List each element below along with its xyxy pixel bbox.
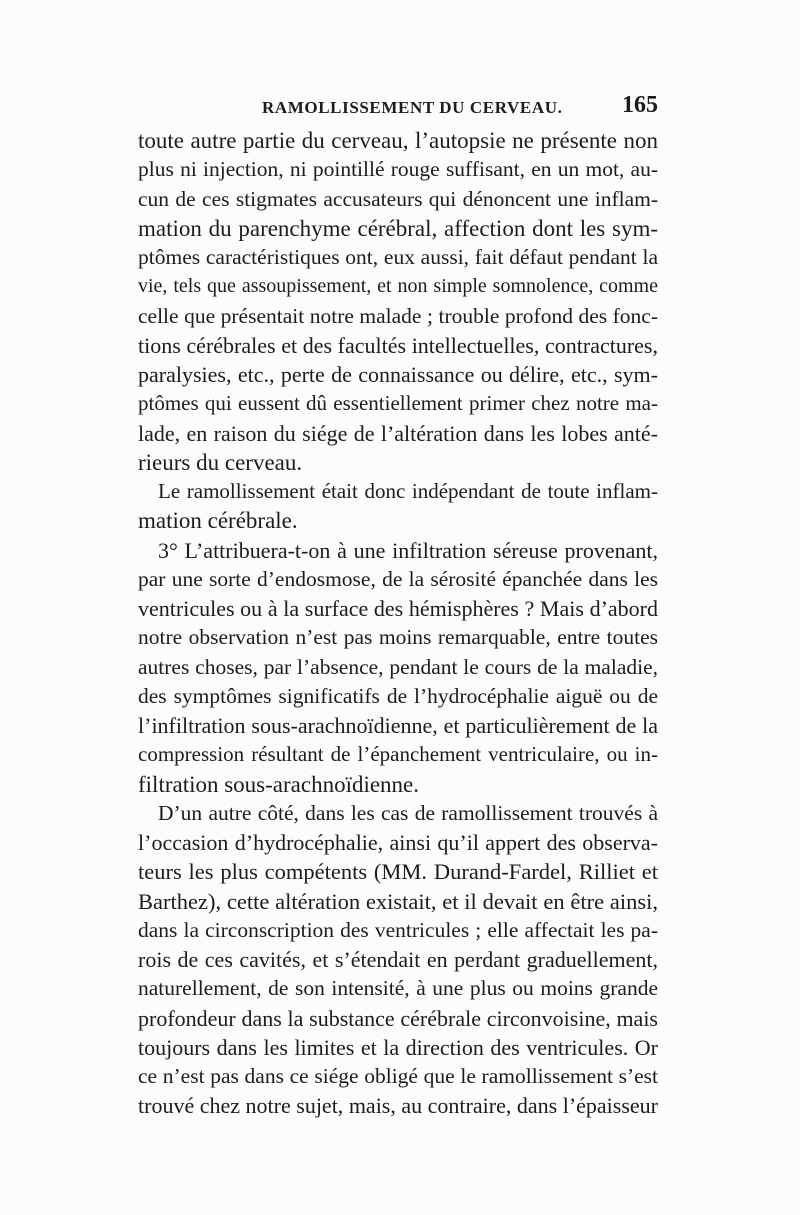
text-line: l’infiltration sous-arachnoïdienne, et particulièrement de la [138,713,658,738]
text-line: trouvé chez notre sujet, mais, au contraire, dans l’épaisseur [138,1093,658,1119]
text-line: toujours dans les limites et la direction des ventricules. Or [138,1034,658,1060]
text-line: ptômes qui eussent dû essentiellement primer chez notre ma- [138,391,658,416]
text-line: teurs les plus compétents (MM. Durand-Fardel, Rilliet et [138,859,658,885]
text-line: dans la circonscription des ventricules ; elle affectait les pa- [138,917,658,942]
text-line: par une sorte d’endosmose, de la sérosité épanchée dans les [138,566,658,591]
text-line: paralysies, etc., perte de connaissance ou délire, etc., sym- [138,362,658,387]
text-line: filtration sous-arachnoïdienne. [138,771,420,797]
text-line: D’un autre côté, dans les cas de ramollissement trouvés à [158,800,658,825]
text-line: mation cérébrale. [138,508,298,534]
text-line: notre observation n’est pas moins remarquable, entre toutes [138,625,658,650]
text-line: l’occasion d’hydrocéphalie, ainsi qu’il appert des observa- [138,830,658,855]
text-line: cun de ces stigmates accusateurs qui dénoncent une inflam- [138,186,658,211]
page-number: 165 [622,92,658,118]
text-line: Le ramollissement était donc indépendant de toute inflam- [158,479,658,503]
page-header [262,92,658,122]
text-line: tions cérébrales et des facultés intellectuelles, contractures, [138,332,658,358]
text-line: ce n’est pas dans ce siége obligé que le ramollissement s’est [138,1064,658,1088]
text-line: mation du parenchyme cérébral, affection dont les sym- [138,215,658,241]
text-line: vie, tels que assoupissement, et non simple somnolence, comme [138,275,658,298]
text-line: celle que présentait notre malade ; trouble profond des fonc- [138,303,658,328]
text-line: lade, en raison du siége de l’altération dans les lobes anté- [138,420,658,446]
text-line: naturellement, de son intensité, à une plus ou moins grande [138,976,658,1001]
text-line: toute autre partie du cerveau, l’autopsie ne présente non [138,128,658,153]
running-title: RAMOLLISSEMENT DU CERVEAU. [262,98,563,117]
text-line: ptômes caractéristiques ont, eux aussi, fait défaut pendant la [138,245,658,269]
text-line: des symptômes significatifs de l’hydrocéphalie aiguë ou de [138,683,658,708]
text-line: compression résultant de l’épanchement ventriculaire, ou in- [138,742,658,767]
text-line: rois de ces cavités, et s’étendait en perdant graduellement, [138,947,658,972]
text-line: ventricules ou à la surface des hémisphères ? Mais d’abord [138,596,658,621]
text-line: plus ni injection, ni pointillé rouge suffisant, en un mot, au- [138,157,658,182]
text-line: autres choses, par l’absence, pendant le cours de la maladie, [138,654,658,679]
text-line: Barthez), cette altération existait, et il devait en être ainsi, [138,888,658,914]
text-line: rieurs du cerveau. [138,449,303,475]
text-line: 3° L’attribuera-t-on à une infiltration séreuse provenant, [158,537,658,563]
text-line: profondeur dans la substance cérébrale circonvoisine, mais [138,1005,658,1031]
body-text [138,126,658,1121]
